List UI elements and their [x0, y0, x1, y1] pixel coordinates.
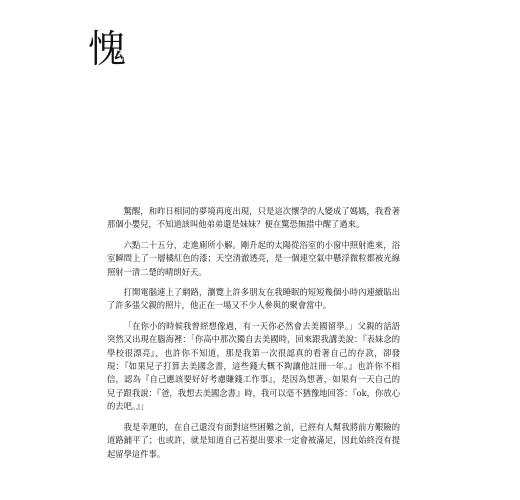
- paragraph: 打開電腦連上了網路，瀏覽上許多朋友在我睡眠的短短幾個小時內連續貼出了許多張父親的照片，他正在一場又不少人參與的聚會當中。: [107, 287, 400, 311]
- paragraph: 我是幸運的，在自己還沒有面對這些困難之前，已經有人幫我將前方艱險的道路鋪平了；也或許，就是知道自己若提出要求一定會被滿足，因此始終沒有提起留學這件事。: [107, 421, 400, 459]
- paragraph: 「在你小的時候我曾經想像過，有一天你必然會去美國留學。」父親的話語突然又出現在腦海裡：「你高中那次獨自去美國時，回來跟我講美說：『表妹念的學校很漂亮』，也許你不知道，那是我第一次很認真的看著自己的存款，卻發現：『如果兒子打算去美國念書，這些錢大概不夠讓他註冊一年。』也許你不相信，認為『自己應該要好好考慮賺錢工作事』，是因為想著，如果有一天自己的兒子跟我說：『爸，我想去美國念書』時，我可以毫不猶豫地回答：『ok，你放心的去吧。』」: [107, 320, 400, 412]
- paragraph: 驚醒，和昨日相同的夢境再度出現，只是這次懷孕的人變成了媽媽，我看著那個小嬰兒，不知道該叫他弟弟還是妹妹？便在驚恐無措中醒了過來。: [107, 206, 400, 230]
- paragraph: 六點二十五分，走進廁所小解。剛升起的太陽從浴室的小窗中照射進來，浴室瞬間上了一層橘紅色的漆；天空清澈透亮，是一個連空氣中懸浮微粒都被光線照射一清二楚的晴朗好天。: [107, 239, 400, 277]
- document-title: 愧: [88, 27, 128, 72]
- document-body: [107, 205, 400, 468]
